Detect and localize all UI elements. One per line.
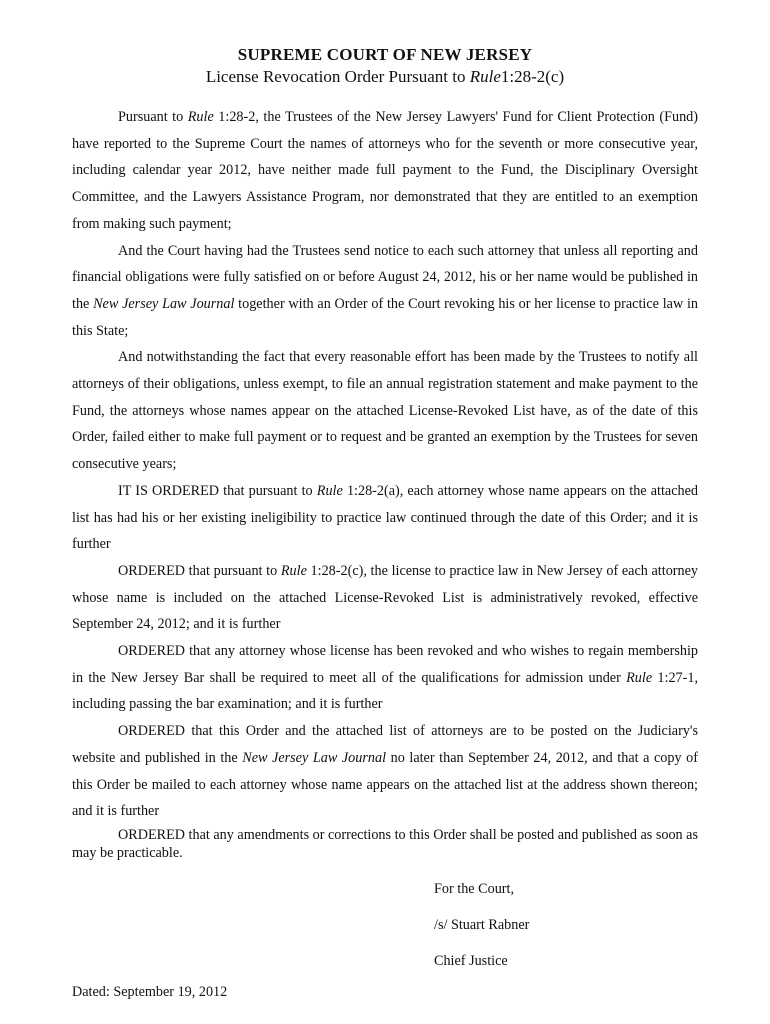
order-document <box>72 44 699 1000</box>
signature-for-the-court: For the Court, <box>434 881 514 897</box>
order-title <box>72 66 698 88</box>
order-title-suffix: 1:28-2(c) <box>500 67 565 86</box>
order-title-rule: Rule <box>469 67 501 86</box>
paragraph-notice: And the Court having had the Trustees send notice to each such attorney that unless all reporting and financial obligations were fully satisfied on or before August 24, 2012, his or her name would be published in the New Jersey Law Journal together with an Order of the Court revoking his or her license to practice law in this State; <box>72 242 698 339</box>
paragraph-ordered-published: ORDERED that this Order and the attached list of attorneys are to be posted on the Judiciary's website and published in the New Jersey Law Journal no later than September 24, 2012, and that a copy of this Order be mailed to each attorney whose name appears on the attached list at the address shown thereon; and it is further <box>72 723 698 820</box>
signature-title: Chief Justice <box>434 953 508 969</box>
paragraph-it-is-ordered: IT IS ORDERED that pursuant to Rule 1:28-2(a), each attorney whose name appears on the attached list has had his or her existing ineligibility to practice law continued through the date of this Order; and it is further <box>72 482 698 553</box>
dated-line: Dated: September 19, 2012 <box>72 984 228 1000</box>
order-title-prefix: License Revocation Order Pursuant to <box>205 67 470 86</box>
court-heading: SUPREME COURT OF NEW JERSEY <box>237 45 533 64</box>
paragraph-pursuant: Pursuant to Rule 1:28-2, the Trustees of the New Jersey Lawyers' Fund for Client Protection (Fund) have reported to the Supreme Court the names of attorneys who for the seventh or more consecutive year, including calendar year 2012, have neither made full payment to the Fund, the Disciplinary Oversight Committee, and the Lawyers Assistance Program, nor demonstrated that they are entitled to an exemption from making such payment; <box>72 109 698 232</box>
paragraph-ordered-revoked: ORDERED that pursuant to Rule 1:28-2(c), the license to practice law in New Jersey of each attorney whose name is included on the attached License-Revoked List is administratively revoked, effective September 24, 2012; and it is further <box>72 562 698 633</box>
paragraph-ordered-regain: ORDERED that any attorney whose license has been revoked and who wishes to regain membership in the New Jersey Bar shall be required to meet all of the qualifications for admission under Rule 1:27-1, including passing the bar examination; and it is further <box>72 643 699 713</box>
signature-signer: /s/ Stuart Rabner <box>434 917 530 933</box>
paragraph-ordered-amendments: ORDERED that any amendments or corrections to this Order shall be posted and published as soon as may be practicable. <box>72 826 698 861</box>
paragraph-notwithstanding: And notwithstanding the fact that every reasonable effort has been made by the Trustees to notify all attorneys of their obligations, unless exempt, to file an annual registration statement and make payment to the Fund, the attorneys whose names appear on the attached License-Revoked List have, as of the date of this Order, failed either to make full payment or to request and be granted an exemption by the Trustees for seven consecutive years; <box>72 349 698 473</box>
